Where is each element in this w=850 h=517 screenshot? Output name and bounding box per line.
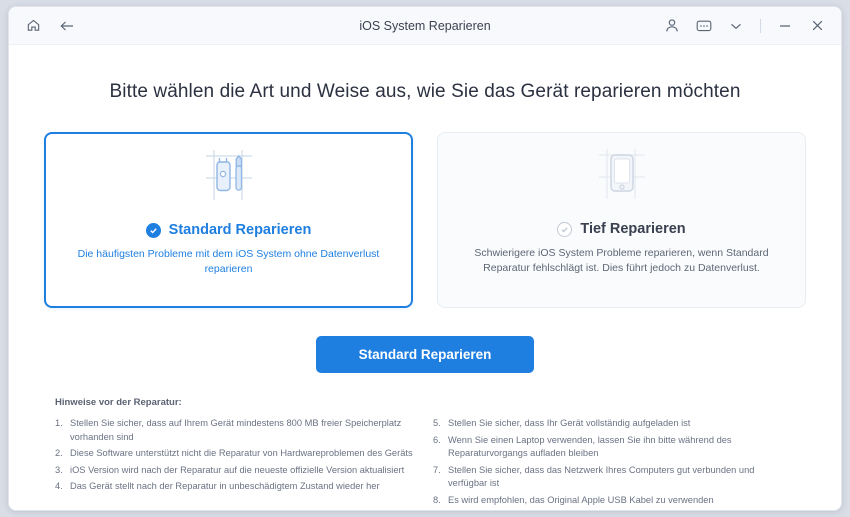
deep-repair-title: Tief Reparieren: [580, 221, 686, 237]
note-text: Stellen Sie sicher, dass Ihr Gerät vollständig aufgeladen ist: [448, 418, 691, 428]
app-window: [8, 6, 842, 511]
list-item: [433, 434, 795, 461]
notes-column-right: [433, 417, 795, 510]
list-item: [433, 417, 795, 431]
standard-repair-illustration: [46, 134, 411, 206]
note-number: 2.: [55, 448, 63, 458]
note-number: 4.: [55, 481, 63, 491]
note-text: Das Gerät stellt nach der Reparatur in unbeschädigtem Zustand wieder her: [70, 481, 380, 491]
page-title: Bitte wählen die Art und Weise aus, wie Sie das Gerät reparieren möchten: [109, 81, 741, 102]
note-number: 5.: [433, 418, 441, 428]
radio-unselected-icon[interactable]: [557, 222, 572, 237]
list-item: [433, 464, 795, 491]
standard-repair-title-row: [46, 222, 411, 238]
title-bar-right-controls: [664, 18, 841, 34]
repair-mode-options: [9, 132, 841, 308]
list-item: [55, 480, 417, 494]
note-number: 8.: [433, 494, 441, 505]
list-item: [55, 447, 417, 461]
note-text: Diese Software unterstützt nicht die Reparatur von Hardwareproblemen des Geräts: [70, 448, 413, 458]
list-item: [433, 494, 795, 508]
radio-selected-icon[interactable]: [146, 223, 161, 238]
home-icon[interactable]: [25, 18, 41, 34]
note-text: Stellen Sie sicher, dass das Netzwerk Ihres Computers gut verbunden und verfügbar ist: [448, 464, 755, 488]
option-card-standard-repair[interactable]: [44, 132, 413, 308]
note-number: 1.: [55, 418, 63, 428]
window-title: iOS System Reparieren: [359, 18, 491, 33]
note-text: Stellen Sie sicher, dass auf Ihrem Gerät mindestens 800 MB freier Speicherplatz vorhanden sind: [70, 418, 402, 442]
back-arrow-icon[interactable]: [59, 18, 75, 34]
deep-repair-illustration: [438, 133, 805, 205]
title-bar: [9, 7, 841, 45]
chevron-down-icon[interactable]: [728, 18, 744, 34]
standard-repair-title: Standard Reparieren: [168, 222, 312, 238]
title-bar-left-controls: [9, 18, 75, 34]
note-text: iOS Version wird nach der Reparatur auf die neueste offizielle Version aktualisiert: [70, 464, 405, 475]
notes-column-left: [55, 417, 417, 510]
notes-columns: [55, 417, 795, 510]
note-text: Es wird empfohlen, das Original Apple USB Kabel zu verwenden: [448, 494, 714, 505]
message-icon[interactable]: [696, 18, 712, 34]
minimize-icon[interactable]: [777, 18, 793, 34]
primary-action-row: [9, 336, 841, 373]
option-card-deep-repair[interactable]: [437, 132, 806, 308]
list-item: [55, 464, 417, 478]
standard-repair-description: Die häufigsten Probleme mit dem iOS System ohne Datenverlust reparieren: [77, 248, 380, 275]
user-icon[interactable]: [664, 18, 680, 34]
standard-repair-button[interactable]: Standard Reparieren: [316, 336, 534, 373]
note-text: Wenn Sie einen Laptop verwenden, lassen Sie ihn bitte während des Reparaturvorgangs aufladen bleiben: [448, 434, 732, 458]
notes-title: Hinweise vor der Reparatur:: [55, 397, 182, 408]
deep-repair-title-row: [438, 221, 805, 237]
note-number: 6.: [433, 434, 441, 445]
list-item: [55, 417, 417, 444]
close-icon[interactable]: [809, 18, 825, 34]
note-number: 7.: [433, 464, 441, 475]
pre-repair-notes: [55, 397, 795, 510]
titlebar-divider: [760, 19, 761, 33]
deep-repair-description: Schwierigere iOS System Probleme reparieren, wenn Standard Reparatur fehlschlägt ist. Dies führt jedoch zu Datenverlust.: [474, 247, 769, 274]
note-number: 3.: [55, 464, 63, 475]
